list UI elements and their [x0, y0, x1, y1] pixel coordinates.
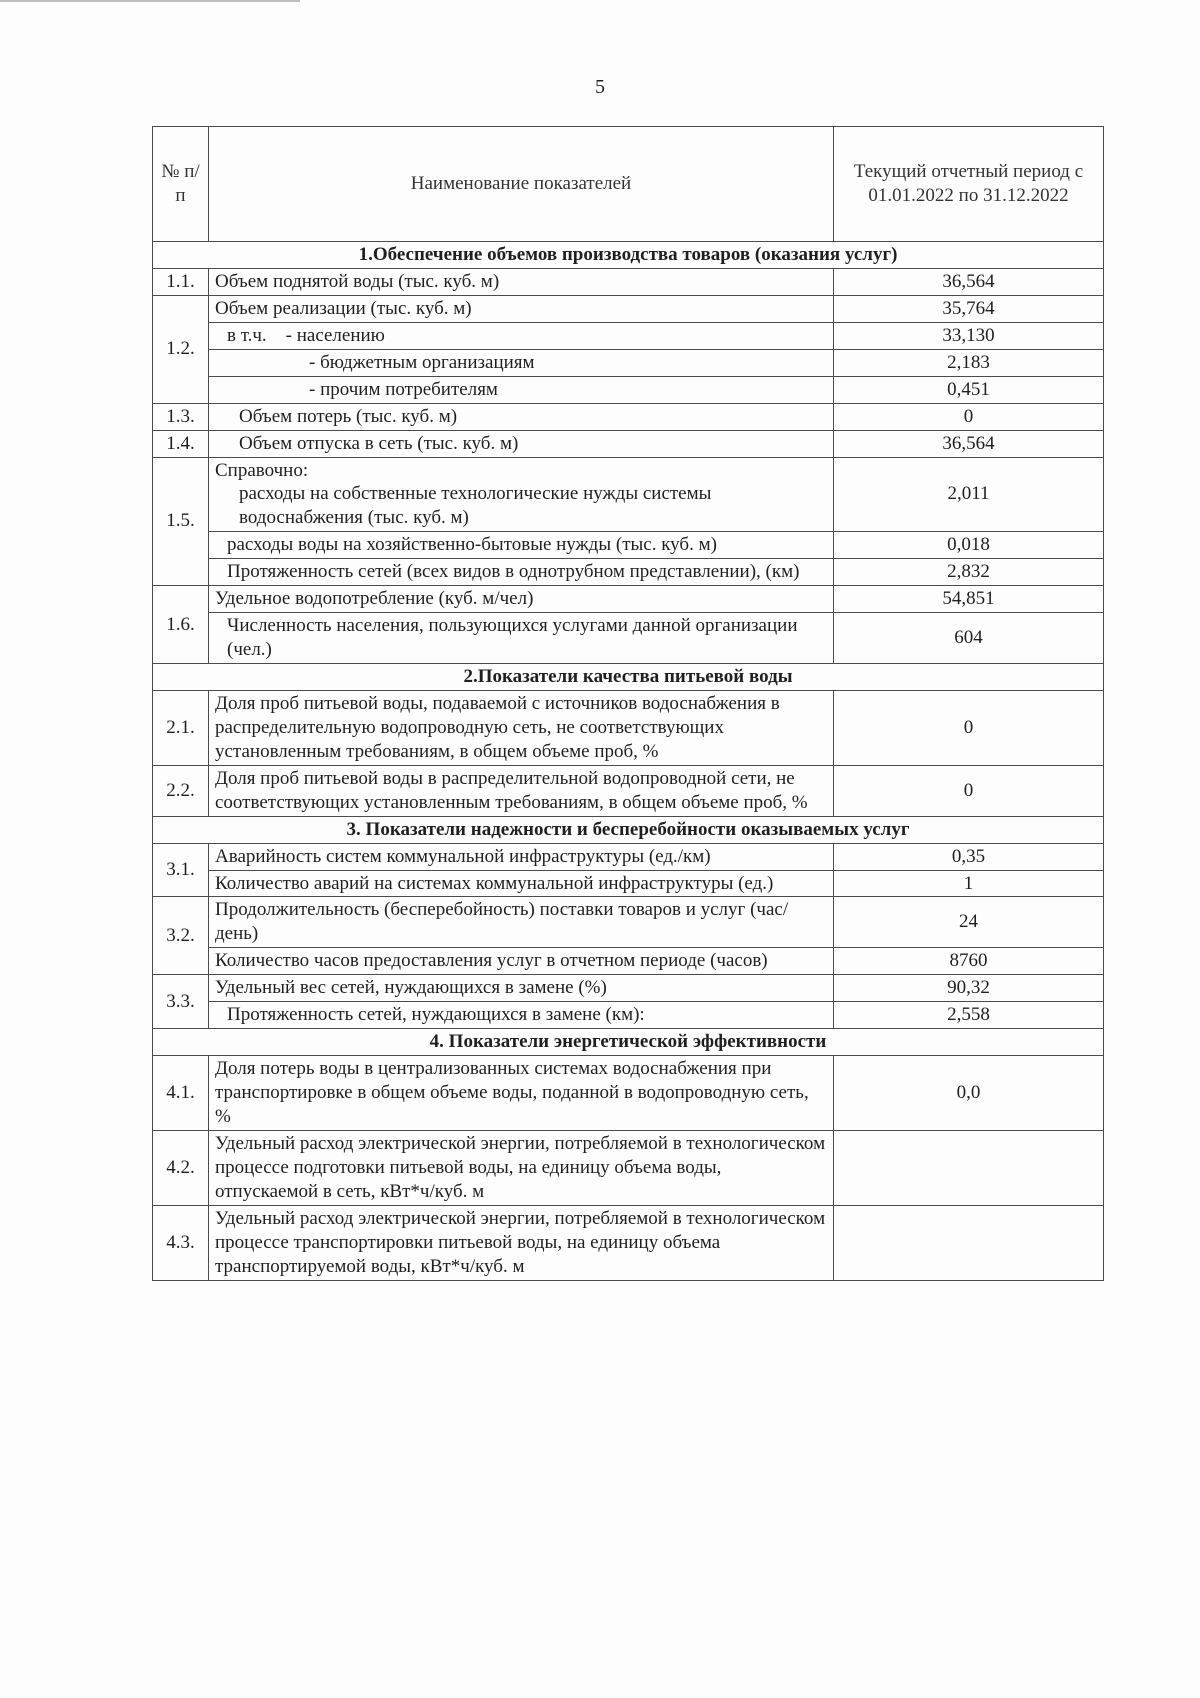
table-header-row: [153, 127, 1104, 242]
row-label: Продолжительность (бесперебойность) поставки товаров и услуг (час/день): [209, 897, 834, 948]
section-row: [153, 1029, 1104, 1056]
table-row: [153, 948, 1104, 975]
table-row: [153, 843, 1104, 870]
row-value: 0,0: [834, 1056, 1104, 1131]
row-value: 2,832: [834, 559, 1104, 586]
table-row: [153, 268, 1104, 295]
row-label: Удельный расход электрической энергии, потребляемой в технологическом процессе подготовки питьевой воды, на единицу объема воды, отпускаемой в сеть, кВт*ч/куб. м: [209, 1130, 834, 1205]
row-label: Объем реализации (тыс. куб. м): [209, 295, 834, 322]
row-value: 33,130: [834, 322, 1104, 349]
table-row: [153, 295, 1104, 322]
row-number: 2.1.: [153, 690, 209, 765]
table-row: [153, 765, 1104, 816]
row-number: 1.3.: [153, 403, 209, 430]
row-value: 2,183: [834, 349, 1104, 376]
table-row: [153, 1056, 1104, 1131]
row-label: Объем отпуска в сеть (тыс. куб. м): [209, 430, 834, 457]
row-number: 1.2.: [153, 295, 209, 403]
table-row: [153, 457, 1104, 532]
row-value: 0,018: [834, 532, 1104, 559]
row-value: 35,764: [834, 295, 1104, 322]
row-label: Протяженность сетей (всех видов в однотрубном представлении), (км): [209, 559, 834, 586]
header-num: № п/п: [153, 127, 209, 242]
row-value: [834, 1130, 1104, 1205]
row-label: Аварийность систем коммунальной инфраструктуры (ед./км): [209, 843, 834, 870]
row-value: 604: [834, 613, 1104, 664]
row-value: 2,011: [834, 457, 1104, 532]
row-number: 1.5.: [153, 457, 209, 586]
table-row: [153, 1002, 1104, 1029]
row-number: 3.2.: [153, 897, 209, 975]
table-row: [153, 613, 1104, 664]
row-label: - прочим потребителям: [209, 376, 834, 403]
row-number: 2.2.: [153, 765, 209, 816]
row-number: 4.3.: [153, 1205, 209, 1280]
row-label: Доля потерь воды в централизованных системах водоснабжения при транспортировке в общем объеме воды, поданной в водопроводную сеть, %: [209, 1056, 834, 1131]
table-row: [153, 430, 1104, 457]
row-label: Доля проб питьевой воды, подаваемой с источников водоснабжения в распределительную водопроводную сеть, не соответствующих установленным требованиям, в общем объеме проб, %: [209, 690, 834, 765]
row-value: 0,451: [834, 376, 1104, 403]
row-label: Количество аварий на системах коммунальной инфраструктуры (ед.): [209, 870, 834, 897]
row-number: 4.2.: [153, 1130, 209, 1205]
section-title-4: 4. Показатели энергетической эффективности: [153, 1029, 1104, 1056]
section-row: [153, 816, 1104, 843]
row-label: [209, 457, 834, 532]
header-name: Наименование показателей: [209, 127, 834, 242]
row-label: расходы воды на хозяйственно-бытовые нужды (тыс. куб. м): [209, 532, 834, 559]
row-value: 0,35: [834, 843, 1104, 870]
section-row: [153, 242, 1104, 269]
row-value: 0: [834, 403, 1104, 430]
row-number: 3.1.: [153, 843, 209, 897]
row-label: - бюджетным организациям: [209, 349, 834, 376]
row-number: 1.4.: [153, 430, 209, 457]
row-value: 0: [834, 690, 1104, 765]
table-row: [153, 532, 1104, 559]
row-value: [834, 1205, 1104, 1280]
table-row: [153, 1205, 1104, 1280]
row-label: Количество часов предоставления услуг в отчетном периоде (часов): [209, 948, 834, 975]
row-value: 54,851: [834, 586, 1104, 613]
table-row: [153, 1130, 1104, 1205]
row-label: Удельный вес сетей, нуждающихся в замене (%): [209, 975, 834, 1002]
row-value: 8760: [834, 948, 1104, 975]
row-number: 3.3.: [153, 975, 209, 1029]
section-title-3: 3. Показатели надежности и бесперебойности оказываемых услуг: [153, 816, 1104, 843]
table-row: [153, 975, 1104, 1002]
scan-edge-line: [0, 0, 300, 2]
row-label: Доля проб питьевой воды в распределительной водопроводной сети, не соответствующих установленным требованиям, в общем объеме проб, %: [209, 765, 834, 816]
row-label: Объем поднятой воды (тыс. куб. м): [209, 268, 834, 295]
section-title-1: 1.Обеспечение объемов производства товаров (оказания услуг): [153, 242, 1104, 269]
row-value: 1: [834, 870, 1104, 897]
indicators-table: [152, 126, 1104, 1281]
row-label: Удельное водопотребление (куб. м/чел): [209, 586, 834, 613]
row-number: 1.6.: [153, 586, 209, 664]
page-number: 5: [595, 76, 605, 98]
row-label: Протяженность сетей, нуждающихся в замене (км):: [209, 1002, 834, 1029]
table-row: [153, 322, 1104, 349]
row-number: 1.1.: [153, 268, 209, 295]
row-value: 90,32: [834, 975, 1104, 1002]
table-row: [153, 403, 1104, 430]
row-sublabel: расходы на собственные технологические нужды системы водоснабжения (тыс. куб. м): [239, 483, 712, 529]
row-label: Удельный расход электрической энергии, потребляемой в технологическом процессе транспортировки питьевой воды, на единицу объема транспортируемой воды, кВт*ч/куб. м: [209, 1205, 834, 1280]
section-title-2: 2.Показатели качества питьевой воды: [153, 664, 1104, 691]
row-value: 36,564: [834, 268, 1104, 295]
table-row: [153, 690, 1104, 765]
table-row: [153, 897, 1104, 948]
header-period: Текущий отчетный период с 01.01.2022 по 31.12.2022: [834, 127, 1104, 242]
table-row: [153, 870, 1104, 897]
table-row: [153, 376, 1104, 403]
row-value: 36,564: [834, 430, 1104, 457]
row-label: Численность населения, пользующихся услугами данной организации (чел.): [209, 613, 834, 664]
row-number: 4.1.: [153, 1056, 209, 1131]
section-row: [153, 664, 1104, 691]
table-row: [153, 349, 1104, 376]
table-row: [153, 586, 1104, 613]
table-row: [153, 559, 1104, 586]
row-value: 24: [834, 897, 1104, 948]
row-value: 2,558: [834, 1002, 1104, 1029]
row-value: 0: [834, 765, 1104, 816]
reference-heading: Справочно:: [215, 459, 309, 481]
row-label: Объем потерь (тыс. куб. м): [209, 403, 834, 430]
row-label: в т.ч. - населению: [209, 322, 834, 349]
